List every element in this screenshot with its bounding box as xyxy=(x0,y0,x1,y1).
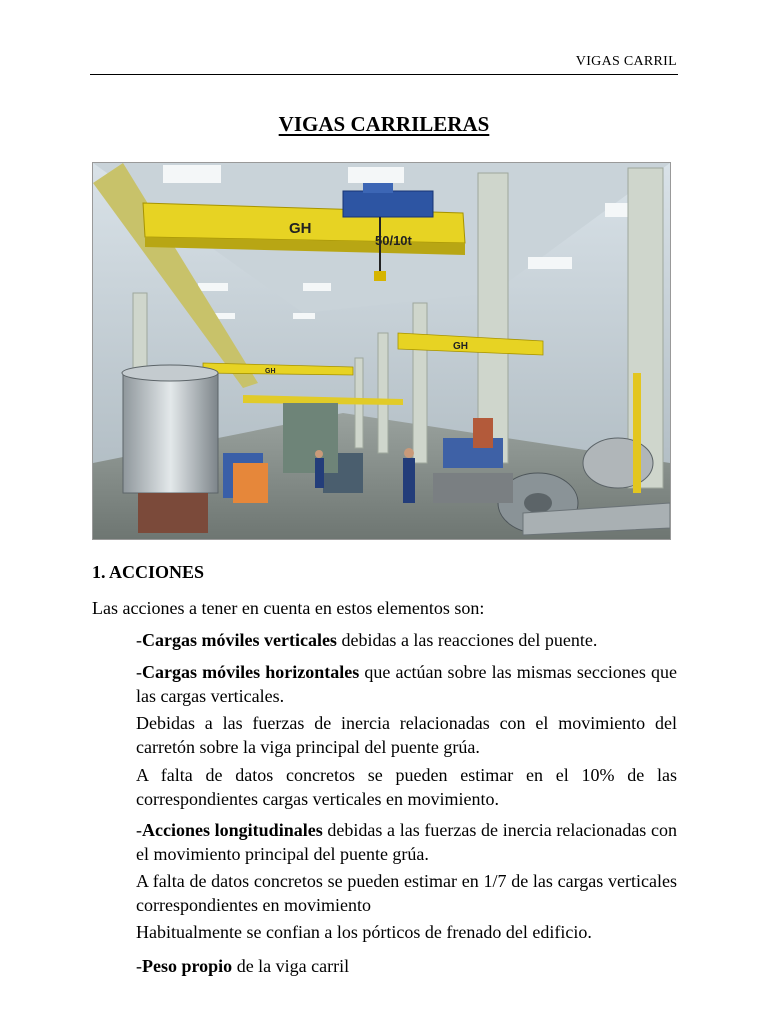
item-cargas-verticales xyxy=(136,628,677,652)
item-dash: - xyxy=(136,820,142,840)
item-dash: - xyxy=(136,662,142,682)
crane-hall-photo xyxy=(92,162,671,540)
item-cargas-horizontales xyxy=(136,660,677,708)
item-dash: - xyxy=(136,630,142,650)
crane-capacity-label: 50/10t xyxy=(375,233,412,248)
running-header: VIGAS CARRIL xyxy=(575,54,677,69)
item-peso-propio xyxy=(136,954,677,978)
header-rule xyxy=(90,74,678,75)
intro-paragraph: Las acciones a tener en cuenta en estos elementos son: xyxy=(92,598,485,618)
crane-hall-illustration xyxy=(93,163,670,539)
item-term: Cargas móviles horizontales xyxy=(142,662,360,682)
document-title: VIGAS CARRILERAS xyxy=(278,112,490,136)
item-term: Acciones longitudinales xyxy=(142,820,323,840)
item-text: que actúan sobre las mismas secciones que las cargas verticales. xyxy=(136,662,677,706)
paragraph-inercia: Debidas a las fuerzas de inercia relacionadas con el movimiento del carretón sobre la viga principal del puente grúa. xyxy=(136,713,677,757)
crane-label-main: GH xyxy=(289,220,312,237)
item-dash: - xyxy=(136,956,142,976)
crane-label-second: GH xyxy=(265,368,276,375)
paragraph-estimacion-1-7: A falta de datos concretos se pueden estimar en 1/7 de las cargas verticales correspondientes en movimiento xyxy=(136,871,677,915)
crane-label-far: GH xyxy=(453,341,468,352)
item-term: Peso propio xyxy=(142,956,233,976)
item-term: Cargas móviles verticales xyxy=(142,630,337,650)
paragraph-porticos: Habitualmente se confian a los pórticos de frenado del edificio. xyxy=(136,922,592,942)
paragraph-estimacion-10: A falta de datos concretos se pueden estimar en el 10% de las correspondientes cargas verticales en movimiento. xyxy=(136,765,677,809)
item-text: de la viga carril xyxy=(232,956,350,976)
item-text: debidas a las fuerzas de inercia relacionadas con el movimiento principal del puente grúa. xyxy=(136,820,677,864)
item-text: debidas a las reacciones del puente. xyxy=(336,630,598,650)
section-heading: 1. ACCIONES xyxy=(92,562,205,582)
item-acciones-longitudinales xyxy=(136,818,677,866)
